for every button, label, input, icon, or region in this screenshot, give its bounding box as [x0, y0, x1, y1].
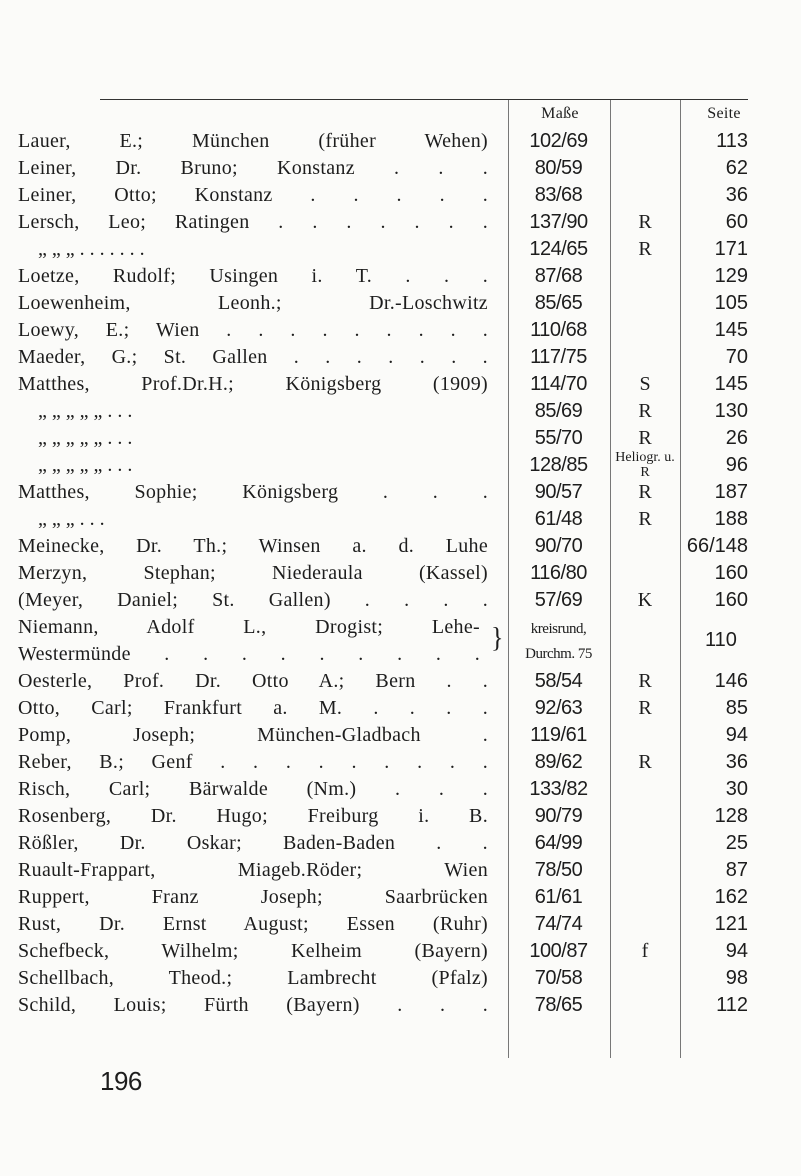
entry-masse: 114/70	[530, 373, 587, 395]
table-row	[0, 533, 801, 560]
entry-masse: 137/90	[529, 211, 588, 233]
entry-seite: 94	[725, 940, 748, 962]
top-rule	[100, 99, 748, 100]
table-row	[0, 290, 801, 317]
entry-mark: R	[638, 211, 652, 233]
entry-seite: 30	[725, 778, 748, 800]
entry-name: Rößler, Dr. Oskar; Baden-Baden . .	[18, 832, 488, 854]
entry-seite: 113	[716, 130, 748, 152]
entry-seite: 66/148	[686, 535, 748, 557]
table-row	[0, 668, 801, 695]
entry-name: Ruault-Frappart, Miageb.Röder; Wien	[18, 859, 488, 881]
table-row	[0, 398, 801, 425]
table-row	[0, 344, 801, 371]
table-row	[0, 722, 801, 749]
entry-seite: 98	[725, 967, 748, 989]
entry-mark: R	[638, 400, 652, 422]
entry-seite: 146	[714, 670, 748, 692]
table-row	[0, 263, 801, 290]
entry-seite: 129	[714, 265, 748, 287]
entry-masse: 110/68	[530, 319, 587, 341]
entry-masse: 89/62	[534, 751, 583, 773]
ditto-marks: „ „ „ „ „ . . .	[38, 454, 133, 476]
entry-name: Leiner, Otto; Konstanz . . . . .	[18, 184, 488, 206]
entry-name: Rust, Dr. Ernst August; Essen (Ruhr)	[18, 913, 488, 935]
entry-mark: R	[638, 427, 652, 449]
entry-mark: R	[638, 481, 652, 503]
table-row	[0, 938, 801, 965]
entry-name: Lersch, Leo; Ratingen . . . . . . .	[18, 211, 488, 233]
entry-seite: 105	[714, 292, 748, 314]
table-row	[0, 992, 801, 1019]
entry-seite: 96	[725, 454, 748, 476]
entry-seite: 160	[714, 589, 748, 611]
entry-seite: 87	[725, 859, 748, 881]
entry-name: Merzyn, Stephan; Niederaula (Kassel)	[18, 562, 488, 584]
entry-name: Pomp, Joseph; München-Gladbach .	[18, 724, 488, 746]
entry-seite: 25	[725, 832, 748, 854]
entry-masse: 78/65	[534, 994, 583, 1016]
column-header-masse: Maße	[541, 105, 579, 122]
table-row	[0, 776, 801, 803]
entry-masse: 83/68	[534, 184, 583, 206]
entry-name: Leiner, Dr. Bruno; Konstanz . . .	[18, 157, 488, 179]
entry-masse: 133/82	[529, 778, 588, 800]
column-header-seite: Seite	[707, 105, 741, 122]
entry-mark: R	[638, 508, 652, 530]
table-row	[0, 425, 801, 452]
entry-name-line2: Westermünde . . . . . . . . .	[18, 643, 480, 665]
table-row	[0, 884, 801, 911]
entry-seite: 188	[714, 508, 748, 530]
entry-masse: 90/70	[534, 535, 583, 557]
table-row	[0, 803, 801, 830]
entry-seite: 94	[725, 724, 748, 746]
table-row	[0, 857, 801, 884]
entry-name: Loewenheim, Leonh.; Dr.-Loschwitz	[18, 292, 488, 314]
ditto-marks: „ „ „ „ „ . . .	[38, 400, 133, 422]
entry-masse: 80/59	[534, 157, 583, 179]
table-row	[0, 182, 801, 209]
table-row	[0, 749, 801, 776]
entry-masse: 102/69	[529, 130, 588, 152]
entry-seite: 85	[725, 697, 748, 719]
entry-masse: 70/58	[534, 967, 583, 989]
entry-mark: K	[637, 589, 653, 611]
entry-masse-line1: kreisrund,	[530, 621, 587, 637]
table-row	[0, 128, 801, 155]
entry-name: Loetze, Rudolf; Usingen i. T. . . .	[18, 265, 488, 287]
entry-seite: 70	[725, 346, 748, 368]
table-row	[0, 155, 801, 182]
entry-mark: Heliogr. u. R	[615, 450, 675, 480]
entry-name: Risch, Carl; Bärwalde (Nm.) . . .	[18, 778, 488, 800]
entry-mark: R	[638, 697, 652, 719]
entry-seite: 60	[725, 211, 748, 233]
table-row	[0, 236, 801, 263]
entry-seite: 171	[714, 238, 748, 260]
entry-mark: f	[641, 940, 649, 962]
entry-seite: 110	[705, 629, 737, 651]
ditto-marks: „ „ „ „ „ . . .	[38, 427, 133, 449]
entry-masse: 90/57	[534, 481, 583, 503]
entry-seite: 36	[725, 184, 748, 206]
entry-masse: 117/75	[530, 346, 587, 368]
table-row	[0, 695, 801, 722]
entry-name: Meinecke, Dr. Th.; Winsen a. d. Luhe	[18, 535, 488, 557]
table-row	[0, 452, 801, 479]
entry-mark: S	[639, 373, 651, 395]
entry-name: Loewy, E.; Wien . . . . . . . . .	[18, 319, 488, 341]
table-row	[0, 209, 801, 236]
table-row	[0, 506, 801, 533]
entry-masse: 119/61	[530, 724, 587, 746]
entry-seite: 145	[714, 319, 748, 341]
page-number: 196	[100, 1066, 142, 1096]
entry-name-line1: Niemann, Adolf L., Drogist; Lehe-	[18, 616, 480, 638]
entry-masse: 58/54	[534, 670, 583, 692]
entry-seite: 130	[714, 400, 748, 422]
brace: }	[491, 621, 504, 654]
entry-seite: 145	[714, 373, 748, 395]
entry-masse: 128/85	[529, 454, 588, 476]
entry-masse: 116/80	[530, 562, 587, 584]
table-row	[0, 911, 801, 938]
entry-name: Schellbach, Theod.; Lambrecht (Pfalz)	[18, 967, 488, 989]
entry-seite: 121	[714, 913, 748, 935]
entry-seite: 26	[725, 427, 748, 449]
entry-masse: 61/61	[534, 886, 583, 908]
entry-name: Matthes, Sophie; Königsberg . . .	[18, 481, 488, 503]
entry-masse: 124/65	[529, 238, 588, 260]
entry-name: Maeder, G.; St. Gallen . . . . . . .	[18, 346, 488, 368]
entry-masse: 64/99	[534, 832, 583, 854]
entry-masse-line2: Durchm. 75	[525, 646, 592, 662]
entry-masse: 85/69	[534, 400, 583, 422]
entry-mark: R	[638, 238, 652, 260]
table-row	[0, 371, 801, 398]
table-row	[0, 560, 801, 587]
table-row	[0, 830, 801, 857]
entry-seite: 36	[725, 751, 748, 773]
table-row	[0, 614, 801, 668]
table-row	[0, 965, 801, 992]
entry-seite: 112	[716, 994, 748, 1016]
entry-name: Rosenberg, Dr. Hugo; Freiburg i. B.	[18, 805, 488, 827]
table-row	[0, 317, 801, 344]
entry-name: Ruppert, Franz Joseph; Saarbrücken	[18, 886, 488, 908]
entry-masse: 92/63	[534, 697, 583, 719]
entry-name: Oesterle, Prof. Dr. Otto A.; Bern . .	[18, 670, 488, 692]
table-row	[0, 479, 801, 506]
entry-masse: 85/65	[534, 292, 583, 314]
entry-masse: 87/68	[534, 265, 583, 287]
entry-masse: 61/48	[534, 508, 583, 530]
entry-name: Schefbeck, Wilhelm; Kelheim (Bayern)	[18, 940, 488, 962]
entry-name: Schild, Louis; Fürth (Bayern) . . .	[18, 994, 488, 1016]
entry-mark: R	[638, 670, 652, 692]
entry-name: Otto, Carl; Frankfurt a. M. . . . .	[18, 697, 488, 719]
ditto-marks: „ „ „ . . .	[38, 508, 105, 530]
entry-seite: 160	[714, 562, 748, 584]
entry-masse: 55/70	[534, 427, 583, 449]
entry-name: Matthes, Prof.Dr.H.; Königsberg (1909)	[18, 373, 488, 395]
entry-masse: 90/79	[534, 805, 583, 827]
entry-seite: 128	[714, 805, 748, 827]
entry-name: Reber, B.; Genf . . . . . . . . .	[18, 751, 488, 773]
table-row	[0, 587, 801, 614]
entry-seite: 62	[725, 157, 748, 179]
entry-seite: 162	[714, 886, 748, 908]
entry-seite: 187	[714, 481, 748, 503]
entry-masse: 74/74	[534, 913, 583, 935]
entry-masse: 78/50	[534, 859, 583, 881]
entry-masse: 57/69	[534, 589, 583, 611]
entry-name: (Meyer, Daniel; St. Gallen) . . . .	[18, 589, 488, 611]
entry-mark: R	[638, 751, 652, 773]
ditto-marks: „ „ „ . . . . . . .	[38, 238, 145, 260]
entry-masse: 100/87	[529, 940, 588, 962]
entry-name: Lauer, E.; München (früher Wehen)	[18, 130, 488, 152]
